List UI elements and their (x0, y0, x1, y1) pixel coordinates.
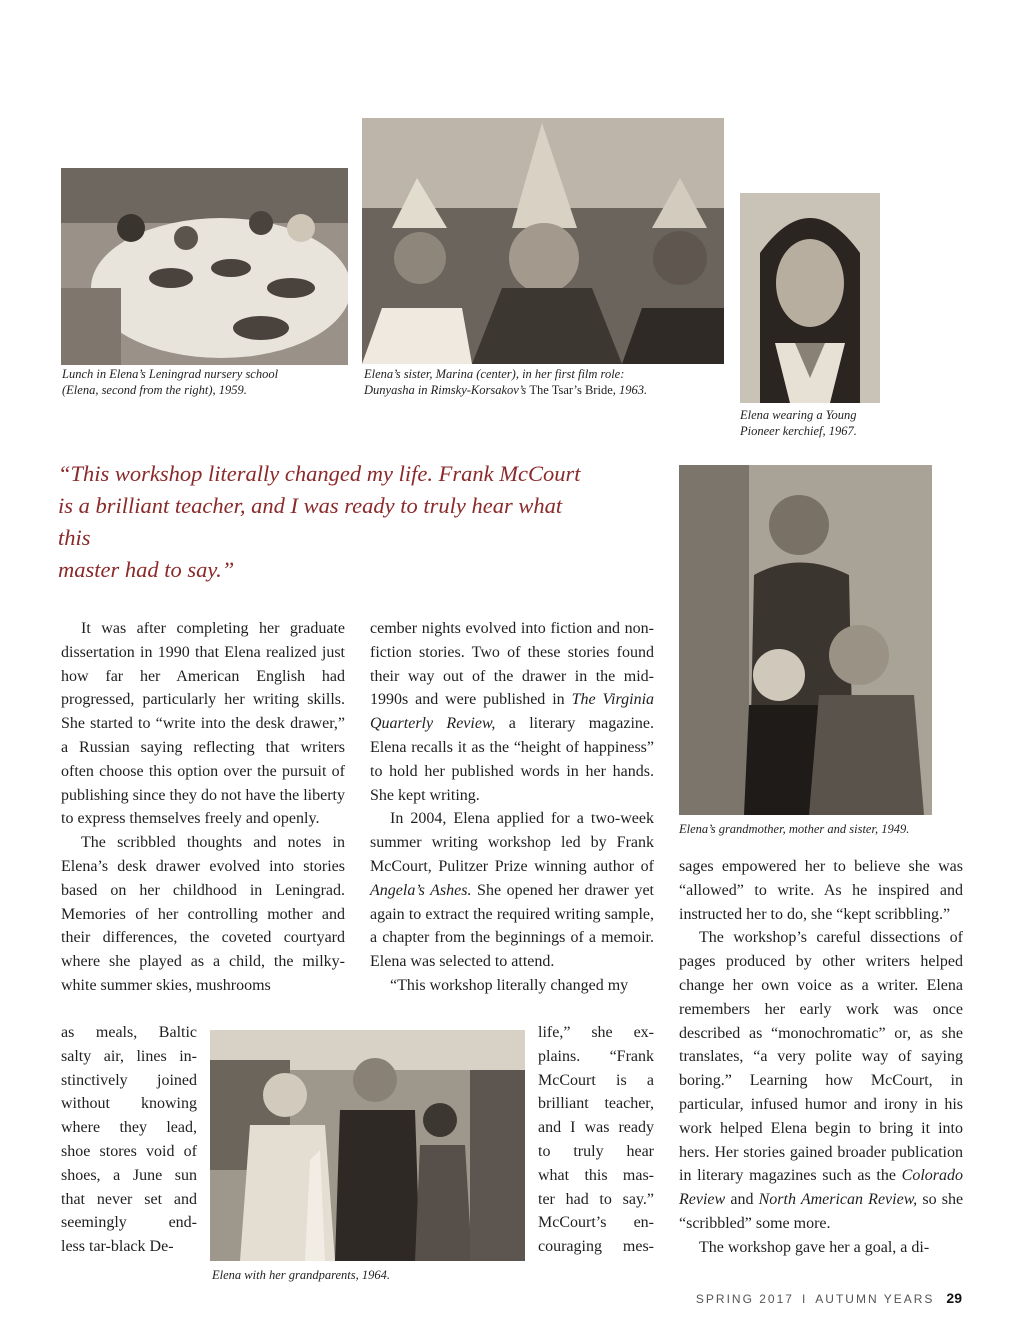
column-1-paragraph-1: It was after completing her graduate dissertation in 1990 that Elena realized just how far her American English had progressed, particularly her writing skills. She started to “write into the desk drawer,” a Russian saying reflecting that writers often choose this option over the pursuit of publishing since they do not have the liberty to express themselves freely and openly. (61, 620, 345, 828)
caption-nursery: Lunch in Elena’s Leningrad nursery school (Elena, second from the right), 1959. (62, 367, 279, 397)
column-2-paragraph-2: In 2004, Elena applied for a two-week summer writing workshop led by Frank McCourt, Pulitzer Prize winning author of Angela’s Ashes. She opened her drawer yet again to extract the required writing sample, a chapter from the beginnings of a memoir. Elena was selected to attend. (370, 810, 655, 971)
photo-marina-film-role (362, 118, 724, 364)
wrap-line: salty air, lines in- (61, 1047, 197, 1065)
wrap-line: plains. “Frank (538, 1047, 654, 1065)
column-3-paragraph-2: The workshop’s careful dissections of pages produced by other writers helped change her own voice as a writer. Elena remembers her early work was once described as “monochromatic” or, as she translates, “a very polite way of saying boring.” Learning how McCourt, in particular, infused humor and irony in his work helped Elena begin to bring it into hers. Her stories gained broader publication in literary magazines such as the Colorado Review and North American Review, so she “scribbled” some more. (679, 929, 964, 1232)
wrap-line: life,” she ex- (538, 1024, 654, 1041)
column-3-paragraph-3: The workshop gave her a goal, a di- (699, 1238, 930, 1256)
wrap-line: seemingly end- (61, 1214, 197, 1232)
wrap-line: shoe stores void of (61, 1142, 197, 1160)
column-3-paragraph-1: sages empowered her to believe she was “allowed” to write. As he inspired and instructed her to do, she “kept scribbling.” (679, 858, 963, 923)
wrap-line: what this mas- (538, 1166, 654, 1184)
page-footer (696, 1290, 962, 1306)
column-1 (61, 617, 345, 998)
column-2-paragraph-1: cember nights evolved into fiction and non-fiction stories. Two of these stories found their way out of the drawer in the mid-1990s and were published in The Virginia Quarterly Review, a literary magazine. Elena recalls it as the “height of happiness” to hold her published words in her hands. She kept writing. (370, 620, 655, 804)
wrap-line: to truly hear (538, 1142, 654, 1160)
caption-marina: Elena’s sister, Marina (center), in her first film role: Dunyasha in Rimsky-Korsakov’s The Tsar’s Bride, 1963. (364, 367, 648, 397)
footer-separator: I (801, 1292, 808, 1306)
wrap-line: stinctively joined (61, 1071, 197, 1089)
wrap-line: less tar-black De- (61, 1238, 174, 1256)
column-1-paragraph-2: The scribbled thoughts and notes in Elena’s desk drawer evolved into stories based on her childhood in Leningrad. Memories of her controlling mother and their differences, the coveted courtyard where she played as a child, the milky-white summer skies, mushrooms (61, 834, 345, 994)
footer-magazine: AUTUMN YEARS (815, 1292, 935, 1306)
wrap-line: where they lead, (61, 1119, 197, 1137)
wrap-line: and I was ready (538, 1119, 654, 1137)
page-number: 29 (946, 1290, 962, 1306)
column-1-wrap (61, 1021, 197, 1259)
footer-season: SPRING 2017 (695, 1292, 794, 1306)
wrap-line: brilliant teacher, (538, 1095, 654, 1113)
column-2-paragraph-3: “This workshop literally changed my (390, 976, 629, 994)
caption-grandparents: Elena with her grandparents, 1964. (212, 1268, 391, 1282)
column-3 (679, 855, 963, 1260)
wrap-line: without knowing (61, 1095, 197, 1113)
photo-pioneer-kerchief (740, 193, 880, 403)
wrap-line: McCourt’s en- (538, 1214, 654, 1232)
photo-nursery-lunch (61, 168, 348, 365)
photo-grandmother-mother-sister (679, 465, 932, 815)
pull-quote: “This workshop literally changed my life. Frank McCourt is a brilliant teacher, and I was ready to truly hear what this master had to say.” (58, 461, 581, 582)
caption-pioneer: Elena wearing a Young Pioneer kerchief, 1967. (740, 408, 857, 438)
wrap-line: that never set and (61, 1190, 197, 1208)
wrap-line: McCourt is a (538, 1071, 654, 1089)
column-2-wrap (538, 1021, 654, 1259)
photo-grandparents (210, 1030, 525, 1261)
wrap-line: as meals, Baltic (61, 1024, 197, 1041)
caption-family: Elena’s grandmother, mother and sister, 1949. (679, 822, 910, 836)
wrap-line: ter had to say.” (538, 1190, 654, 1208)
wrap-line: couraging mes- (538, 1238, 654, 1256)
wrap-line: shoes, a June sun (61, 1166, 197, 1184)
column-2 (370, 617, 654, 998)
